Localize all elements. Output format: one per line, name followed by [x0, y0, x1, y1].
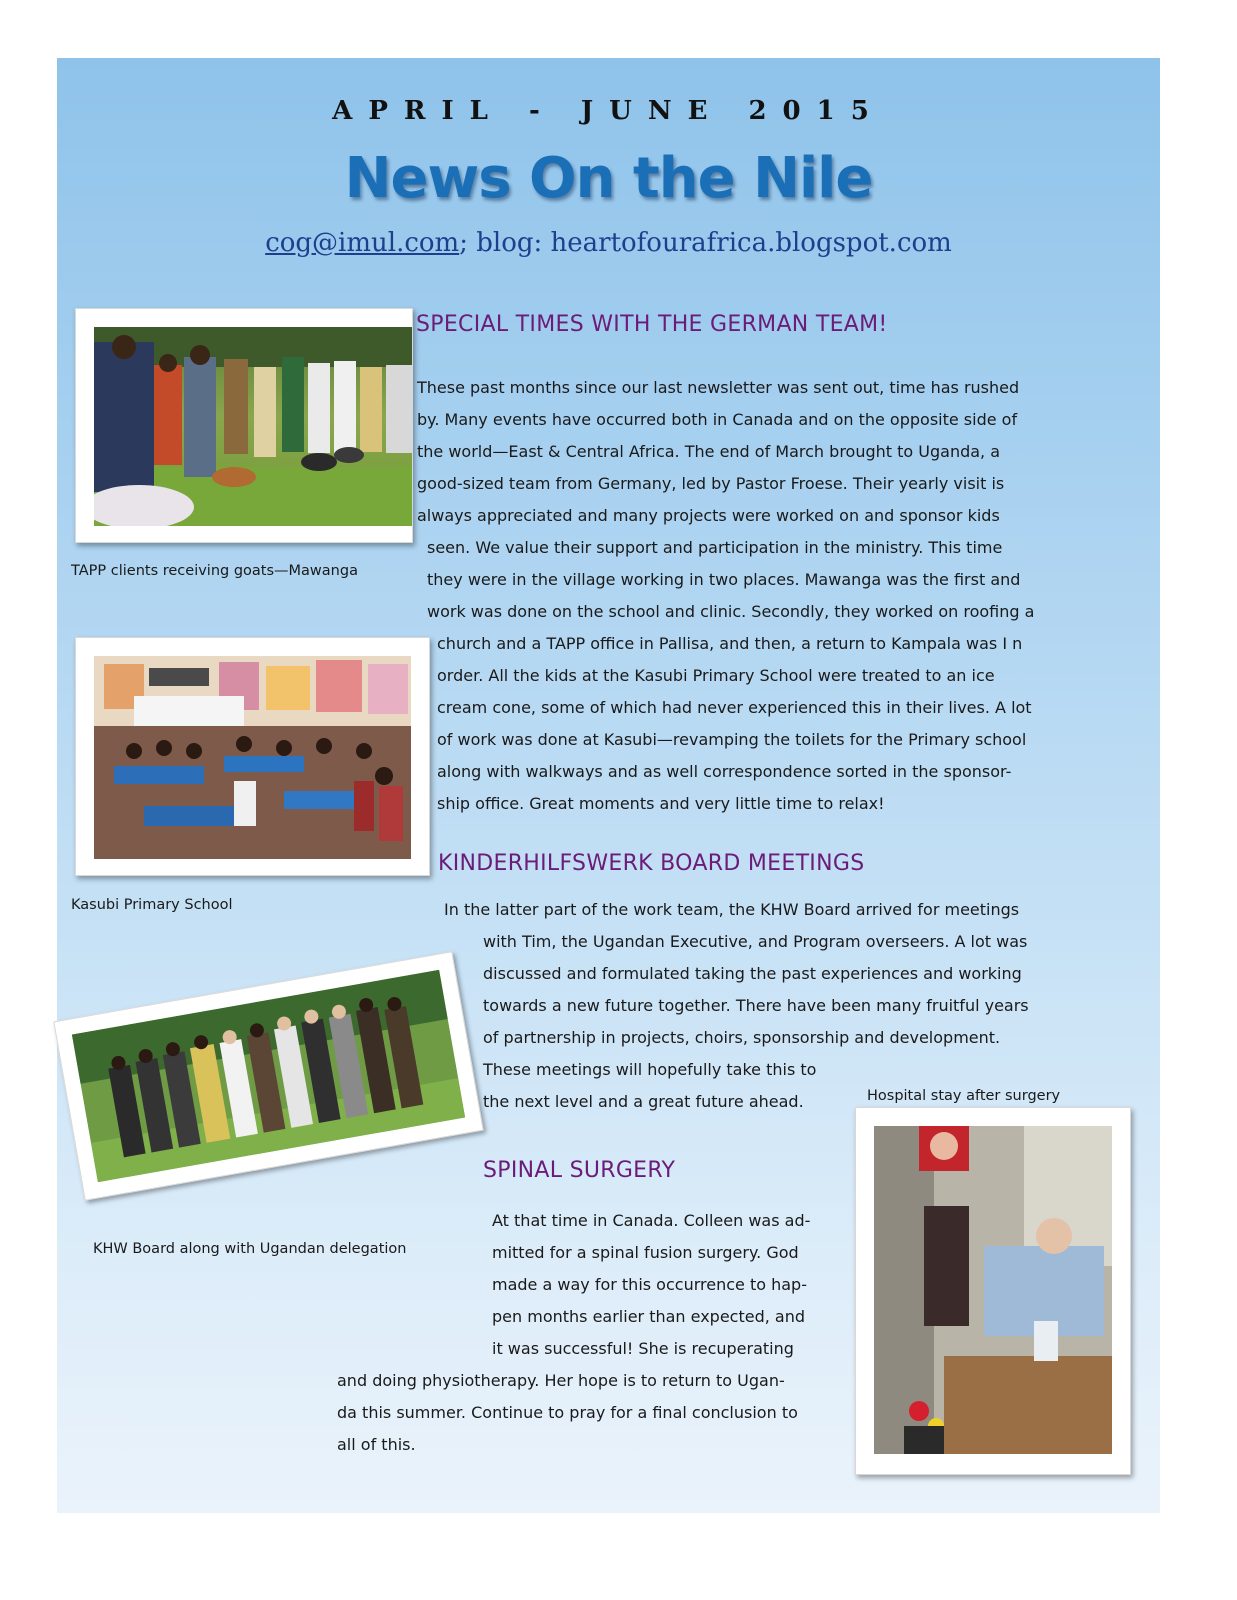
issue-dateline: APRIL - JUNE 2015: [332, 96, 885, 126]
photo-board-caption: KHW Board along with Ugandan delegation: [93, 1241, 407, 1257]
board-line: of partnership in projects, choirs, sponsorship and development.: [483, 1028, 1001, 1047]
german-team-line: by. Many events have occurred both in Canada and on the opposite side of: [417, 410, 1018, 429]
newsletter-masthead: News On the Nile: [344, 146, 873, 211]
photo-school: [94, 656, 411, 859]
german-team-line: seen. We value their support and participation in the ministry. This time: [427, 538, 1003, 557]
section-title-german-team: SPECIAL TIMES WITH THE GERMAN TEAM!: [416, 312, 888, 337]
photo-goats-frame: [75, 308, 413, 543]
photo-goats: [94, 327, 412, 526]
photo-hospital-frame: [855, 1107, 1131, 1475]
photo-school-caption: Kasubi Primary School: [71, 897, 233, 913]
german-team-line: along with walkways and as well correspondence sorted in the sponsor-: [437, 762, 1012, 781]
german-team-line: they were in the village working in two places. Mawanga was the first and: [427, 570, 1021, 589]
email-link[interactable]: cog@imul.com: [265, 228, 460, 258]
german-team-line: cream cone, some of which had never experienced this in their lives. A lot: [437, 698, 1032, 717]
blog-text: ; blog: heartofourafrica.blogspot.com: [459, 228, 952, 258]
section-title-board-meetings: KINDERHILFSWERK BOARD MEETINGS: [438, 851, 865, 876]
german-team-line: of work was done at Kasubi—revamping the toilets for the Primary school: [437, 730, 1027, 749]
surgery-line: At that time in Canada. Colleen was ad-: [492, 1211, 811, 1230]
surgery-line: mitted for a spinal fusion surgery. God: [492, 1243, 799, 1262]
board-line: towards a new future together. There have been many fruitful years: [483, 996, 1029, 1015]
surgery-line: pen months earlier than expected, and: [492, 1307, 806, 1326]
german-team-line: the world—East & Central Africa. The end of March brought to Uganda, a: [417, 442, 1001, 461]
board-line: These meetings will hopefully take this to: [483, 1060, 817, 1079]
photo-hospital-caption: Hospital stay after surgery: [867, 1088, 1061, 1104]
german-team-line: good-sized team from Germany, led by Pastor Froese. Their yearly visit is: [417, 474, 1005, 493]
german-team-line: These past months since our last newsletter was sent out, time has rushed: [417, 378, 1020, 397]
section-title-spinal-surgery: SPINAL SURGERY: [483, 1158, 676, 1183]
german-team-line: work was done on the school and clinic. Secondly, they worked on roofing a: [427, 602, 1035, 621]
board-line: In the latter part of the work team, the KHW Board arrived for meetings: [444, 900, 1020, 919]
surgery-line: and doing physiotherapy. Her hope is to return to Ugan-: [337, 1371, 785, 1390]
german-team-line: order. All the kids at the Kasubi Primary School were treated to an ice: [437, 666, 995, 685]
board-line: the next level and a great future ahead.: [483, 1092, 804, 1111]
photo-school-frame: [75, 637, 430, 876]
surgery-line: da this summer. Continue to pray for a final conclusion to: [337, 1403, 798, 1422]
photo-goats-caption: TAPP clients receiving goats—Mawanga: [71, 563, 358, 579]
german-team-line: ship office. Great moments and very little time to relax!: [437, 794, 885, 813]
surgery-line: it was successful! She is recuperating: [492, 1339, 794, 1358]
photo-hospital: [874, 1126, 1112, 1454]
board-line: with Tim, the Ugandan Executive, and Program overseers. A lot was: [483, 932, 1028, 951]
surgery-line: all of this.: [337, 1435, 416, 1454]
surgery-line: made a way for this occurrence to hap-: [492, 1275, 807, 1294]
board-line: discussed and formulated taking the past experiences and working: [483, 964, 1022, 983]
contact-line: [57, 228, 1160, 258]
german-team-line: church and a TAPP office in Pallisa, and then, a return to Kampala was I n: [437, 634, 1023, 653]
german-team-line: always appreciated and many projects were worked on and sponsor kids: [417, 506, 1000, 525]
